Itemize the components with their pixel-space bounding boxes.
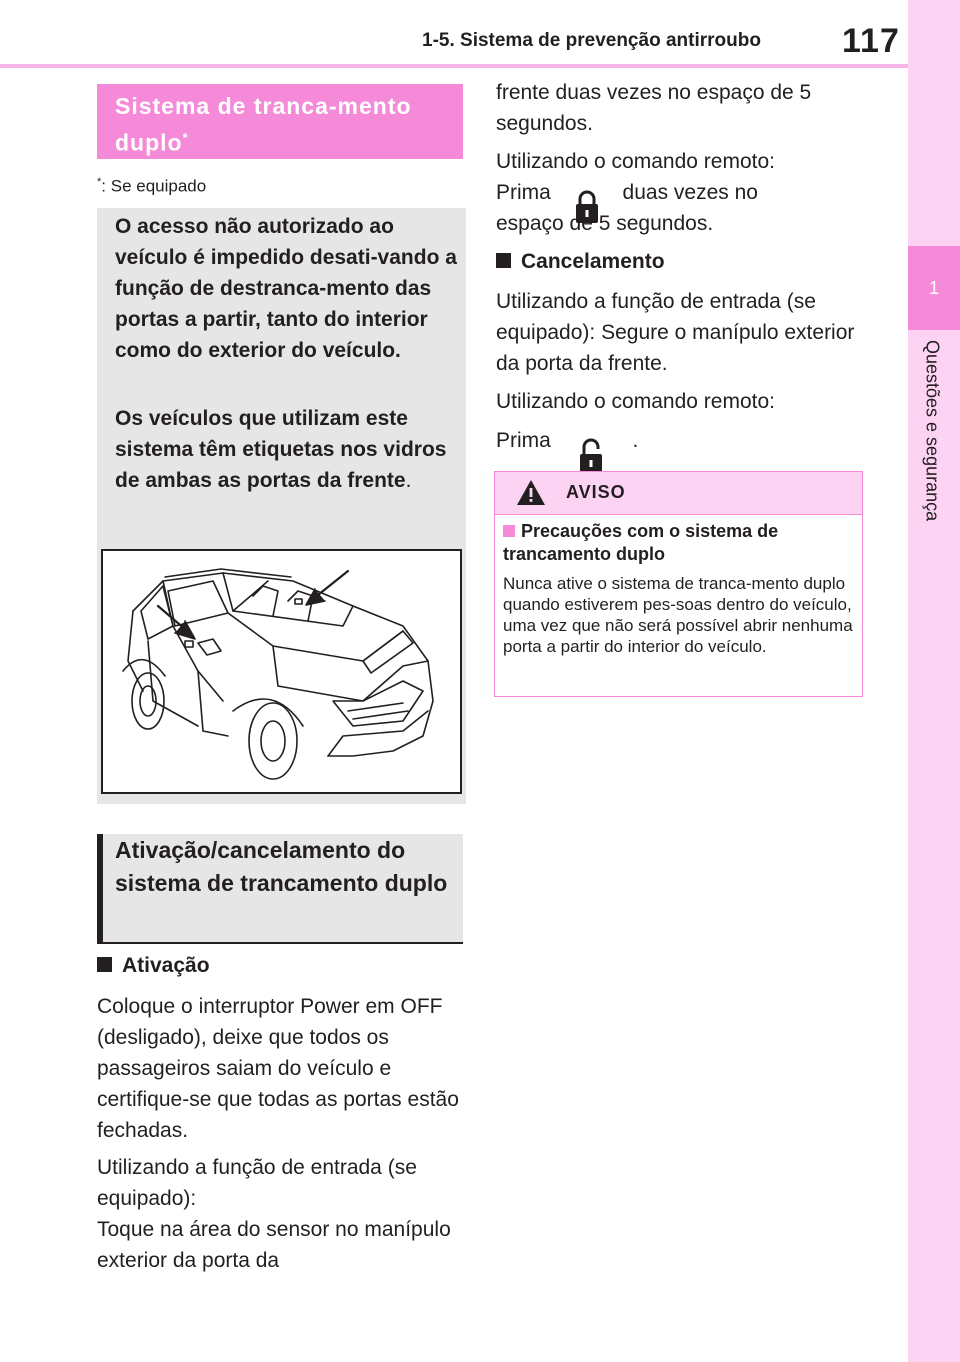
warning-label: AVISO xyxy=(566,482,626,502)
side-tab xyxy=(908,0,960,1362)
chapter-title: Questões e segurança xyxy=(922,340,943,522)
activation-paragraph-1: Coloque o interruptor Power em OFF (desligado), deixe que todos os passageiros saiam do veículo e certifique-se que todas as portas estão fechadas. xyxy=(97,995,459,1142)
chapter-title-vertical xyxy=(909,340,959,570)
cancel-press-line: Prima . xyxy=(496,425,858,456)
activation-heading: Ativação xyxy=(97,954,210,978)
bullet-square-icon xyxy=(503,525,515,537)
warning-header xyxy=(495,472,862,515)
activation-paragraph-2: Utilizando a função de entrada (se equipado): Toque na área do sensor no manípulo exterior da porta da xyxy=(97,1156,451,1272)
section-header: 1-5. Sistema de prevenção antirroubo xyxy=(422,30,761,51)
warning-triangle-icon xyxy=(516,479,546,506)
footnote: *: Se equipado xyxy=(97,176,207,196)
cancel-paragraph: Utilizando a função de entrada (se equipado): Segure o manípulo exterior da porta da frente. xyxy=(496,290,855,375)
press-twice-line: Prima duas vezes no xyxy=(496,177,858,208)
cancel-remote-label: Utilizando o comando remoto: xyxy=(496,390,775,413)
bullet-square-icon xyxy=(496,253,511,268)
subsection-title-box xyxy=(97,834,463,942)
press-twice-end: espaço de 5 segundos. xyxy=(496,212,714,235)
chapter-number: 1 xyxy=(908,246,960,330)
car-illustration xyxy=(101,549,462,794)
warning-subtitle: Precauções com o sistema de trancamento duplo xyxy=(503,521,779,564)
header-rule xyxy=(0,64,908,68)
page-number: 117 xyxy=(842,22,900,60)
cancel-heading: Cancelamento xyxy=(496,250,665,274)
subsection-title: Ativação/cancelamento do sistema de trancamento duplo xyxy=(115,837,448,896)
warning-body: Nunca ative o sistema de tranca-mento duplo quando estiverem pes-soas dentro do veículo, uma vez que não será possível abrir nenhuma porta a partir do interior do veículo. xyxy=(503,574,853,656)
bullet-square-icon xyxy=(97,957,112,972)
section-title: Sistema de tranca-mento duplo* xyxy=(115,93,412,156)
unlock-icon xyxy=(577,437,605,475)
remote-label: Utilizando o comando remoto: xyxy=(496,150,775,173)
intro-box xyxy=(97,208,466,804)
suv-drawing xyxy=(103,551,460,792)
intro-paragraph-2: Os veículos que utilizam este sistema têm etiquetas nos vidros de ambas as portas da frente. xyxy=(115,407,447,492)
section-title-box xyxy=(97,84,463,159)
intro-paragraph-1: O acesso não autorizado ao veículo é impedido desati-vando a função de destranca-mento das portas a partir, tanto do interior como do exterior do veículo. xyxy=(115,215,457,362)
warning-box xyxy=(494,471,863,697)
activation-continued: frente duas vezes no espaço de 5 segundos. xyxy=(496,81,812,135)
subsection-rule xyxy=(97,942,463,944)
